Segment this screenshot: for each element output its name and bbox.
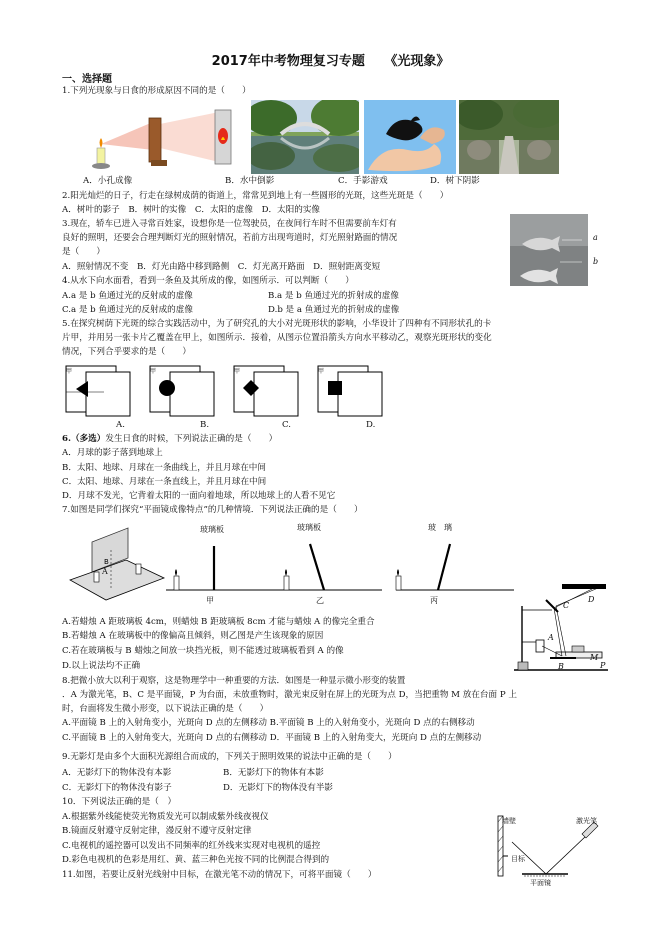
q8-option-cd: C.平面镜 B 上的入射角变大，光斑向 D 点的右侧移动 D．平面镜 B 上的入射角变大，光斑向 D 点的左侧移动: [62, 733, 482, 743]
q9-stem: 9.无影灯是由多个大面积光源组合而成的，下列关于照明效果的说法中正确的是（ ）: [62, 752, 397, 762]
label-c: C: [563, 601, 570, 610]
q6-stem: [62, 434, 277, 445]
label-d: D: [588, 595, 595, 604]
card-d-figure: [318, 366, 382, 416]
mirror-label: 平面镜: [530, 879, 551, 887]
q5-line-2: 片甲，并用另一张卡片乙覆盖在甲上，如图所示．接着，从图示位置沿箭头方向水平移动乙，观察光斑形状的变化: [62, 333, 492, 343]
q9-option-c: C．无影灯下的物体没有影子: [62, 783, 172, 793]
label-b: B: [558, 662, 564, 671]
laser-pen-label: 激光笔: [576, 817, 597, 825]
q10-option-b: B.镜面反射遵守反射定律，漫反射不遵守反射定律: [62, 826, 252, 836]
label-m: M: [590, 653, 599, 662]
q6-option-d: D．月球不发光，它背着太阳的一面向着地球，所以地球上的人看不见它: [62, 491, 336, 501]
figure-bing-label: 丙: [430, 596, 438, 605]
glass-label-3: 玻 璃: [428, 523, 452, 532]
target-label: 目标: [511, 855, 525, 863]
q7-option-d: D.以上说法均不正确: [62, 661, 141, 671]
label-p: P: [600, 661, 606, 670]
figure-yi-label: 乙: [316, 596, 324, 605]
q10-option-d: D.彩色电视机的色彩是用红、黄、蓝三种色光按不同的比例混合得到的: [62, 855, 330, 865]
q4-option-b: B.a 是 b 鱼通过光的折射成的虚像: [268, 291, 399, 301]
q1-option-b: B．水中倒影: [225, 176, 275, 186]
q3-line-3: 是（ ）: [62, 247, 105, 257]
q5-line-3: 情况，下列合乎要求的是（ ）: [62, 347, 191, 357]
water-reflection-photo: [251, 100, 359, 174]
q5-option-a: A.: [116, 420, 125, 430]
page-title: 2017年中考物理复习专题 《光现象》: [211, 54, 450, 69]
card-figures: [64, 362, 424, 418]
card-c-figure: [234, 366, 298, 416]
q7-stem: 7.如图是同学们探究“平面镜成像特点”的几种情境．下列说法正确的是（ ）: [62, 505, 363, 515]
wall-label: 墙壁: [502, 817, 516, 825]
q4-option-d: D.b 是 a 鱼通过光的折射成的虚像: [268, 305, 400, 315]
q7-option-c: C.若在玻璃板与 B 蜡烛之间放一块挡光板，则不能透过玻璃板看到 A 的像: [62, 646, 344, 656]
q5-option-b: B.: [200, 420, 210, 430]
q5-line-1: 5.在探究树荫下光斑的综合实践活动中，为了研究孔的大小对光斑形状的影响，小华设计了四种有不同形状孔的卡: [62, 319, 492, 329]
fish-figure: [510, 214, 588, 286]
q8-line-1: 8.把微小放大以利于观察，这是物理学中一种重要的方法．如图是一种显示微小形变的装置: [62, 676, 406, 686]
q3-line-2: 良好的照明，还要会合理判断灯光的照射情况，若前方出现弯道时，灯光照射路面的情况: [62, 233, 398, 243]
q2-stem: 2.阳光灿烂的日子，行走在绿树成荫的街道上，常常见到地上有一些圆形的光斑，这些光斑是（ ）: [62, 191, 449, 201]
q4-option-a: A.a 是 b 鱼通过光的反射成的虚像: [62, 291, 193, 301]
q9-option-a: A．无影灯下的物体没有本影: [62, 768, 172, 778]
mirror-figure-a-label: A: [102, 567, 108, 576]
card-c-mark: 甲: [234, 368, 241, 375]
fish-label-a: a: [593, 233, 598, 242]
figure-jia-label: 甲: [206, 596, 214, 605]
q7-option-a: A.若蜡烛 A 距玻璃板 4cm，则蜡烛 B 距玻璃板 8cm 才能与蜡烛 A 的像完全重合: [62, 617, 375, 627]
q9-option-d: D．无影灯下的物体没有半影: [223, 783, 334, 793]
q6-option-c: C．太阳、地球、月球在一条直线上，并且月球在中间: [62, 477, 267, 487]
glass-label-2: 玻璃板: [297, 523, 321, 532]
q3-options: A．照射情况不变 B．灯光由路中移到路侧 C．灯光离开路面 D．照射距离变短: [62, 262, 381, 272]
q5-option-c: C.: [282, 420, 292, 430]
pinhole-figure: [85, 100, 237, 174]
q6-stem-text: 发生日食的时候，下列说法正确的是（ ）: [105, 434, 278, 444]
q9-option-b: B．无影灯下的物体有本影: [223, 768, 324, 778]
q1-option-a: A．小孔成像: [83, 176, 133, 186]
q8-line-3: 时，台面将发生微小形变，以下说法正确的是（ ）: [62, 704, 269, 714]
q10-option-a: A.根据紫外线能使荧光物质发光可以制成紫外线夜视仪: [62, 812, 269, 822]
q6-option-b: B．太阳、地球、月球在一条曲线上，并且月球在中间: [62, 463, 266, 473]
q7-option-b: B.若蜡烛 A 在玻璃板中的像偏高且倾斜，则乙图是产生该现象的原因: [62, 631, 324, 641]
q11-stem: 11.如图，若要让反射光线射中目标，在激光笔不动的情况下，可将平面镜（ ）: [62, 870, 377, 880]
card-a-figure: [66, 366, 130, 416]
q4-option-c: C.a 是 b 鱼通过光的反射成的虚像: [62, 305, 193, 315]
q6-option-a: A．月球的影子落到地球上: [62, 448, 163, 458]
label-a: A: [548, 633, 554, 642]
q10-stem: 10．下列说法正确的是（ ）: [62, 797, 177, 807]
card-b-mark: 甲: [150, 368, 157, 375]
q1-option-c: C．手影游戏: [338, 176, 388, 186]
q3-line-1: 3.现在，轿车已进入寻常百姓家，设想你是一位驾驶员，在夜间行车时不但需要前车灯有: [62, 219, 397, 229]
q1-stem: 1.下列光现象与日食的形成原因不同的是（ ）: [62, 86, 251, 96]
tree-shade-photo: [459, 100, 559, 174]
q8-line-2: ．A 为激光笔，B、C 是平面镜，P 为台面，未放重物时，激光束反射在屏上的光斑为点 D，当把重物 M 放在台面 P 上: [62, 690, 517, 700]
q2-options: A．树叶的影子 B．树叶的实像 C．太阳的虚像 D．太阳的实像: [62, 205, 321, 215]
section-heading: 一、选择题: [62, 74, 112, 85]
card-d-mark: 甲: [318, 368, 325, 375]
card-a-mark: 甲: [66, 368, 73, 375]
q5-option-d: D.: [366, 420, 376, 430]
card-b-figure: [150, 366, 214, 416]
q6-multi-tag: 6.（多选）: [62, 434, 106, 444]
svg-text:B: B: [104, 558, 109, 566]
q1-option-d: D．树下阴影: [430, 176, 480, 186]
q10-option-c: C.电视机的遥控器可以发出不同频率的红外线来实现对电视机的遥控: [62, 841, 321, 851]
glass-label-1: 玻璃板: [200, 525, 224, 534]
fish-label-b: b: [593, 257, 599, 266]
hand-shadow-photo: [364, 100, 456, 174]
q8-option-ab: A.平面镜 B 上的入射角变小，光斑向 D 点的左侧移动 B.平面镜 B 上的入射角变小，光斑向 D 点的右侧移动: [62, 718, 475, 728]
q4-stem: 4.从水下向水面看，看到一条鱼及其所成的像，如图所示．可以判断（ ）: [62, 276, 354, 286]
